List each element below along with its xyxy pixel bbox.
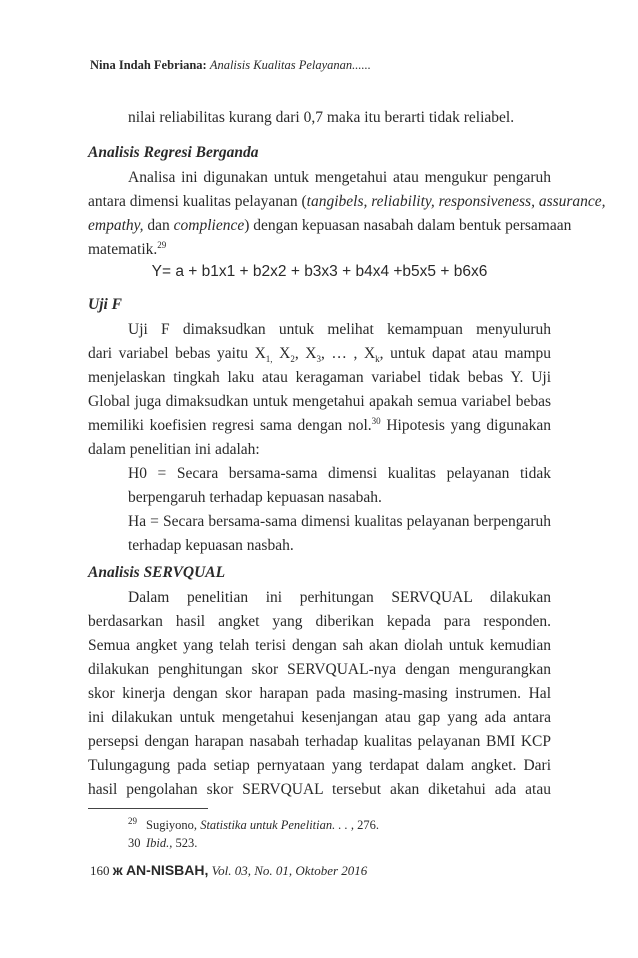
italic-span: tangibels, reliability, responsiveness, assurance, (306, 193, 606, 210)
subscript: k (375, 354, 380, 365)
header-author: Nina Indah Febriana: (90, 58, 207, 72)
body-line (88, 216, 572, 236)
italic-span: Statistika untuk Penelitian. . . , (200, 818, 354, 832)
text-span: memiliki koefisien regresi sama dengan nol. (88, 417, 372, 434)
footnote-30 (128, 836, 197, 851)
body-line: Analisa ini digunakan untuk mengetahui atau mengukur pengaruh (128, 169, 551, 186)
body-line (88, 192, 606, 212)
body-line: skor kinerja dengan skor harapan pada masing-masing instrumen. Hal (88, 685, 551, 702)
footnote-ref: 30 (371, 415, 381, 426)
body-line (88, 240, 551, 260)
body-line: hasil pengolahan skor SERVQUAL tersebut akan diketahui ada atau (88, 781, 551, 798)
text-span: , … , X (320, 345, 376, 362)
body-line: Dalam penelitian ini perhitungan SERVQUAL dilakukan (128, 589, 551, 606)
text-span: matematik. (88, 241, 158, 258)
body-line (88, 344, 551, 364)
running-footer (90, 862, 367, 879)
text-span: 523. (172, 836, 198, 850)
text-span: dan (143, 217, 174, 234)
text-span: dari variabel bebas yaitu X (88, 345, 266, 362)
body-line: ini dilakukan untuk mengetahui kesenjangan atau gap yang ada antara (88, 709, 551, 726)
section-heading-regresi: Analisis Regresi Berganda (88, 144, 259, 161)
body-line: persepsi dengan harapan nasabah terhadap kualitas pelayanan BMI KCP (88, 733, 551, 750)
italic-span: complience (173, 217, 245, 234)
running-header (90, 58, 371, 73)
page-number: 160 (90, 863, 110, 878)
section-heading-uji-f: Uji F (88, 296, 123, 313)
footnote-number: 30 (128, 836, 141, 850)
body-line: berdasarkan hasil angket yang diberikan kepada para responden. (88, 613, 551, 630)
hypothesis-ha: Ha = Secara bersama-sama dimensi kualitas pelayanan berpengaruh (128, 513, 551, 530)
subscript: 3 (316, 354, 321, 365)
hypothesis-h0: H0 = Secara bersama-sama dimensi kualitas pelayanan tidak (128, 465, 551, 482)
section-heading-servqual: Analisis SERVQUAL (88, 564, 226, 581)
text-span: , X (294, 345, 317, 362)
text-span: antara dimensi kualitas pelayanan ( (88, 193, 307, 210)
text-span: ) dengan kepuasan nasabah dalam bentuk persamaan (244, 217, 572, 234)
text-span: Hipotesis yang digunakan (380, 417, 551, 434)
subscript: 1, (265, 354, 273, 365)
body-line: Semua angket yang telah terisi dengan sah akan diolah untuk kemudian (88, 637, 551, 654)
italic-span: empathy, (88, 217, 144, 234)
body-line: Tulungagung pada setiap pernyataan yang terdapat dalam angket. Dari (88, 757, 551, 774)
footnote-ref: 29 (157, 239, 167, 250)
text-span: , untuk dapat atau mampu (379, 345, 552, 362)
body-line: Uji F dimaksudkan untuk melihat kemampuan menyuluruh (128, 321, 551, 338)
text-span: X (272, 345, 291, 362)
body-line: nilai reliabilitas kurang dari 0,7 maka itu berarti tidak reliabel. (128, 109, 515, 126)
body-line: dalam penelitian ini adalah: (88, 441, 260, 458)
body-line (88, 416, 551, 436)
regression-formula: Y= a + b1x1 + b2x2 + b3x3 + b4x4 +b5x5 + b6x6 (151, 263, 488, 280)
body-line: dilakukan penghitungan skor SERVQUAL-nya dengan mengurangkan (88, 661, 551, 678)
subscript: 2 (290, 354, 295, 365)
journal-issue: Vol. 03, No. 01, Oktober 2016 (211, 863, 368, 878)
hypothesis-ha-cont: terhadap kepuasan nasbah. (128, 537, 294, 554)
footnote-29: $^{29}$ Sugiyono, Statistika untuk Penelitian. . . , 276. (128, 815, 379, 832)
hypothesis-h0-cont: berpengaruh terhadap kepuasan nasabah. (128, 489, 382, 506)
body-line: menjelaskan tingkah laku atau keragaman variabel tidak bebas Y. Uji (88, 369, 551, 386)
footer-glyph-icon: ж (112, 862, 123, 878)
italic-span: Ibid., (146, 836, 173, 850)
body-line: Global juga dimaksudkan untuk mengetahui apakah semua variabel bebas (88, 393, 551, 410)
header-title: Analisis Kualitas Pelayanan...... (209, 58, 371, 72)
journal-name: AN-NISBAH, (125, 862, 209, 878)
footnote-divider (88, 808, 208, 809)
text-span: 276. (353, 818, 379, 832)
text-span: Sugiyono, (146, 818, 201, 832)
